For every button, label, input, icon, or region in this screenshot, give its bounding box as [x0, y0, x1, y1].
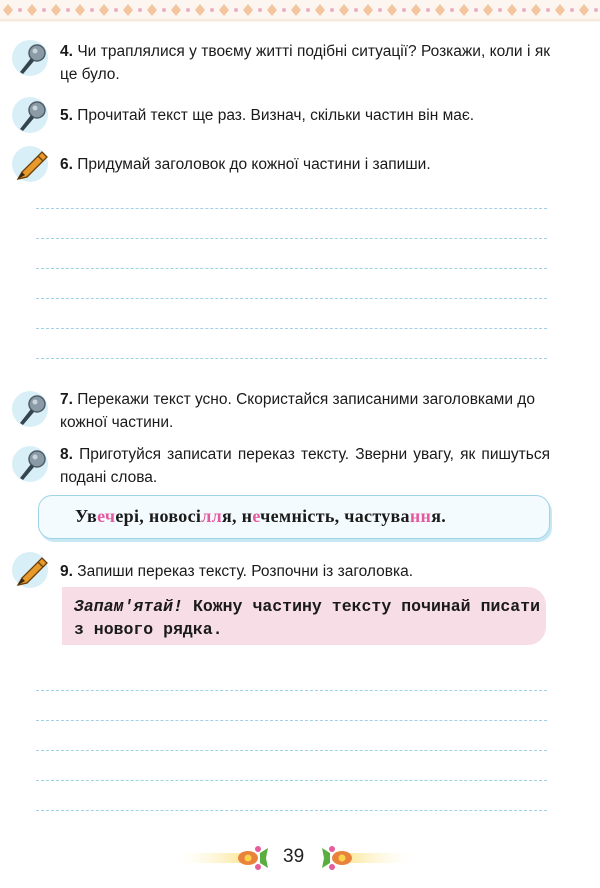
remember-text [74, 595, 540, 641]
writing-line [36, 268, 547, 269]
word-part: е [115, 506, 124, 526]
task-number: 9. [60, 563, 73, 580]
task-7 [60, 388, 550, 434]
writing-line [36, 810, 547, 811]
writing-line [36, 750, 547, 751]
word-highlight: е [252, 506, 261, 526]
task-text: Придумай заголовок до кожної частини і запиши. [77, 156, 431, 173]
microphone-icon [12, 391, 48, 427]
task-number: 6. [60, 156, 73, 173]
word-part: я. [431, 506, 447, 526]
word-highlight: еч [97, 506, 116, 526]
pen-icon [12, 146, 48, 182]
word-part: я, [222, 506, 242, 526]
task-text: Приготуйся записати переказ тексту. Зверни увагу, як пишуться подані слова. [60, 446, 550, 486]
task-4 [60, 40, 550, 86]
writing-line [36, 358, 547, 359]
microphone-icon [12, 40, 48, 76]
remember-lead: Запам'ятай! [74, 597, 183, 616]
task-text: Чи траплялися у твоєму житті подібні ситуації? Розкажи, коли і як це було. [60, 43, 550, 83]
remember-body: Кожну частину тексту починай писати з нового рядка. [74, 597, 540, 639]
spelling-words-box [38, 495, 550, 539]
writing-line [36, 238, 547, 239]
spelling-words [75, 506, 446, 527]
word-highlight: лл [201, 506, 222, 526]
word-part: новосі [148, 506, 202, 526]
writing-line [36, 328, 547, 329]
writing-line [36, 298, 547, 299]
task-9 [60, 560, 550, 583]
page-number: 39 [283, 846, 305, 867]
pen-icon [12, 552, 48, 588]
microphone-icon [12, 97, 48, 133]
task-5 [60, 104, 550, 127]
word-part: частува [344, 506, 410, 526]
writing-line [36, 780, 547, 781]
word-part: рі, [123, 506, 149, 526]
writing-line [36, 690, 547, 691]
task-number: 8. [60, 446, 73, 463]
writing-line [36, 208, 547, 209]
writing-line [36, 720, 547, 721]
task-number: 7. [60, 391, 73, 408]
word-part: Ув [75, 506, 98, 526]
task-text: Запиши переказ тексту. Розпочни із заголовка. [77, 563, 414, 580]
word-highlight: нн [409, 506, 432, 526]
task-number: 5. [60, 107, 73, 124]
task-text: Прочитай текст ще раз. Визнач, скільки частин він має. [77, 107, 475, 124]
microphone-icon [12, 446, 48, 482]
task-text: Перекажи текст усно. Скористайся записаними заголовками до кожної частини. [60, 391, 535, 431]
task-number: 4. [60, 43, 73, 60]
remember-box [62, 587, 546, 645]
task-8 [60, 443, 550, 489]
task-6 [60, 153, 550, 176]
word-part: н [241, 506, 253, 526]
top-ornament-border [0, 0, 600, 22]
word-part: чемність, [260, 506, 345, 526]
